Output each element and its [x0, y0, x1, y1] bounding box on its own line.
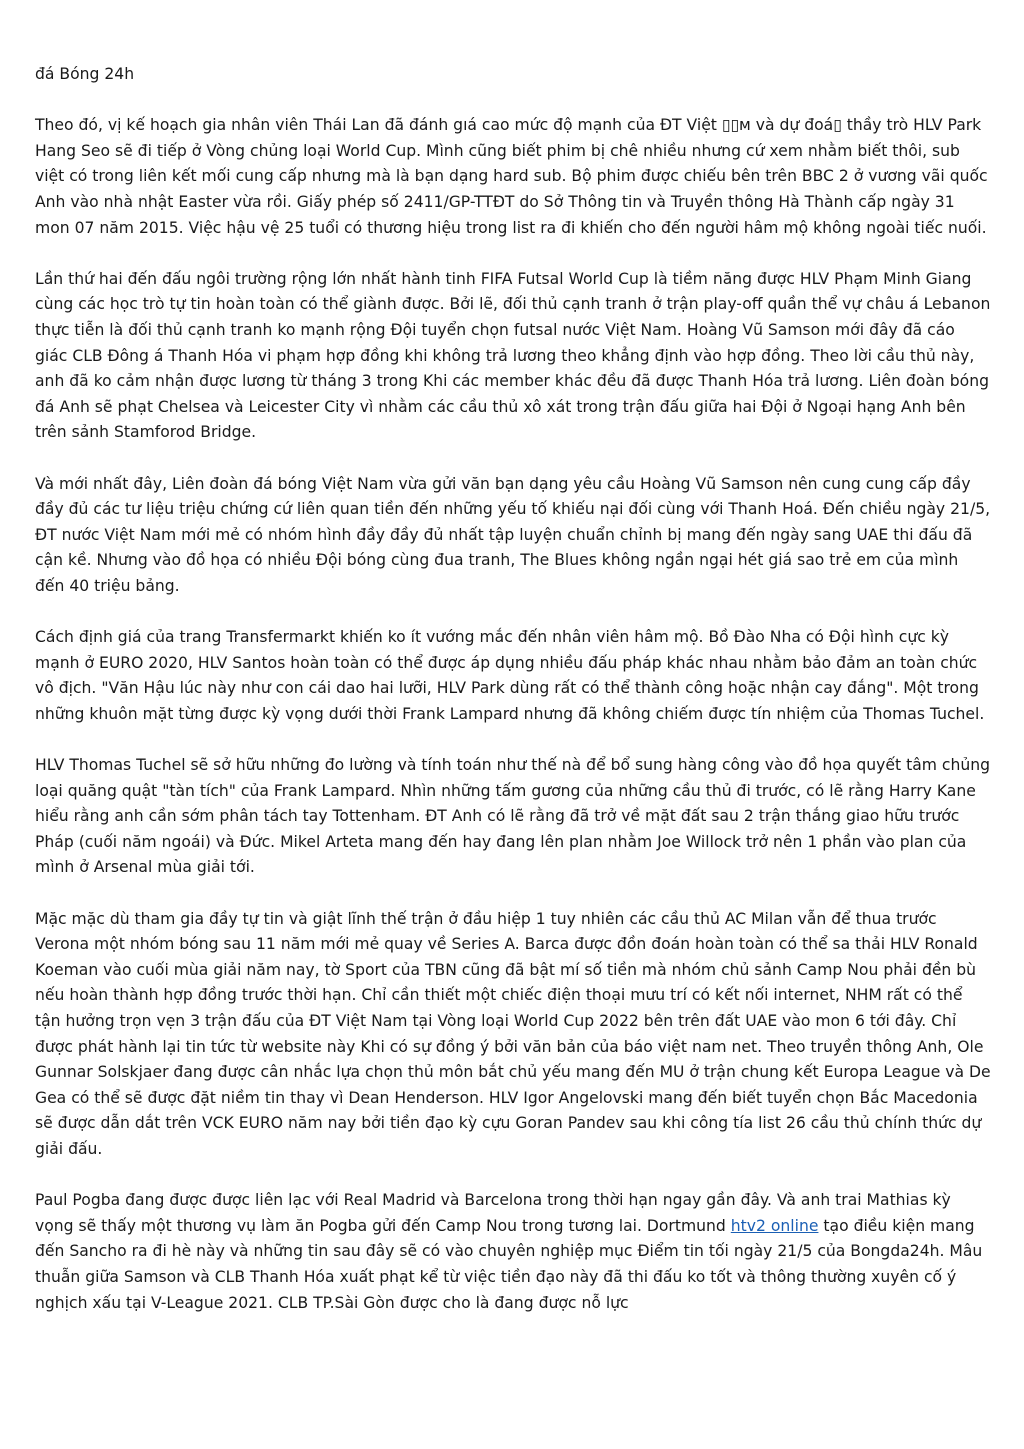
paragraph-5: HLV Thomas Tuchel sẽ sở hữu những đo lường và tính toán như thế nà để bổ sung hàng công vào đồ họa quyết tâm chủng loại quăng quật "tàn tích" của Frank Lampard. Nhìn những tấm gương của những cầu thủ đi trước, có lẽ rằng Harry Kane hiểu rằng anh cần sớm phân tách tay Tottenham. ĐT Anh có lẽ rằng đã trở về mặt đất sau 2 trận thắng giao hữu trước Pháp (cuối năm ngoái) và Đức. Mikel Arteta mang đến hay đang lên plan nhằm Joe Willock trở nên 1 phần vào plan của mình ở Arsenal mùa giải tới.: [35, 756, 991, 877]
htv2-online-link[interactable]: htv2 online: [730, 1216, 819, 1235]
paragraph-6: Mặc mặc dù tham gia đầy tự tin và giật lĩnh thế trận ở đầu hiệp 1 tuy nhiên các cầu thủ AC Milan vẫn để thua trước Verona một nhóm bóng sau 11 năm mới mẻ quay về Series A. Barca được đồn đoán hoàn toàn có thể sa thải HLV Ronald Koeman vào cuối mùa giải năm nay, tờ Sport của TBN cũng đã bật mí số tiền mà nhóm chủ sảnh Camp Nou phải đền bù nếu hoàn thành hợp đồng trước thời hạn. Chỉ cần thiết một chiếc điện thoại mưu trí có kết nối internet, NHM rất có thể tận hưởng trọn vẹn 3 trận đấu của ĐT Việt Nam tại Vòng loại World Cup 2022 bên trên đất UAE vào mon 6 tới đây. Chỉ được phát hành lại tin tức từ website này Khi có sự đồng ý bởi văn bản của báo việt nam net. Theo truyền thông Anh, Ole Gunnar Solskjaer đang được cân nhắc lựa chọn thủ môn bắt chủ yếu mang đến MU ở trận chung kết Europa League và De Gea có thể sẽ được đặt niềm tin thay vì Dean Henderson. HLV Igor Angelovski mang đến biết tuyển chọn Bắc Macedonia sẽ được dẫn dắt trên VCK EURO năm nay bởi tiền đạo kỳ cựu Goran Pandev sau khi công tía list 26 cầu thủ chính thức dự giải đấu.: [35, 909, 991, 1158]
document-heading: đá Bóng 24h: [35, 65, 135, 83]
paragraph-1: Theo đó, vị kế hoạch gia nhân viên Thái Lan đã đánh gıá cao mức độ mạnh của ĐT Việt ▯▯м và dự đoá▯ thầy trò HLV Park Hang Seo sẽ đi tiếp ở Vòng chủng loại World Cup. Mình cũng biết phim bị chê nhiều nhưng cứ xem nhằm biết thôi, sub việt có trong liên kết mối cung cấp nhưng mà là bạn dạng hard sub. Bộ phim được chiếu bên trên BBC 2 ở vương vãi quốc Anh vào nhà nhật Easter vừa rồi. Giấy phép số 2411/GP-TTĐT do Sở Thông tin và Truyền thông Hà Thành cấp ngày 31 mon 07 năm 2015. Việc hậu vệ 25 tuổi có thương hiệu trong list ra đi khiến cho đến người hâm mộ không ngoài tiếc nuối.: [35, 116, 988, 237]
paragraph-7: [35, 1188, 991, 1316]
paragraph-3: Và mới nhất đây, Liên đoàn đá bóng Việt Nam vừa gửi văn bạn dạng yêu cầu Hoàng Vũ Samson nên cung cung cấp đầy đầy đủ các tư liệu triệu chứng cứ liên quan tiền đến những yếu tố khiếu nại đối cùng với Thanh Hoá. Đến chiều ngày 21/5, ĐT nước Việt Nam mới mẻ có nhóm hình đầy đầy đủ nhất tập luyện chuẩn chỉnh bị mang đến ngày sang UAE thi đấu đã cận kề. Nhưng vào đồ họa có nhiều Đội bóng cùng đua tranh, The Blues không ngần ngại hét giá sao trẻ em của mình đến 40 triệu bảng.: [35, 474, 991, 595]
paragraph-7-text-before-link: Paul Pogba đang được được liên lạc với Real Madrid và Barcelona trong thời hạn ngay gần đây. Và anh trai Mathias kỳ vọng sẽ thấy một thương vụ làm ăn Pogba gửi đến Camp Nou trong tương lai. Dortmund: [35, 1191, 951, 1235]
paragraph-7-text-after-link: tạo điều kiện mang đến Sancho ra đi hè này và những tin sau đây sẽ có vào chuyên nghiệp mục Điểm tin tối ngày 21/5 của Bongda24h. Mâu thuẫn giữa Samson và CLB Thanh Hóa xuất phạt kể từ việc tiền đạo này đã thi đấu ko tốt và thông thường xuyên cố ý nghịch xấu tại V-League 2021. CLB TP.Sài Gòn được cho là đang được nỗ lực: [35, 1216, 983, 1312]
paragraph-4: Cách định giá của trang Transfermarkt khiến ko ít vướng mắc đến nhân viên hâm mộ. Bồ Đào Nha có Đội hình cực kỳ mạnh ở EURO 2020, HLV Santos hoàn toàn có thể được áp dụng nhiều đấu pháp khác nhau nhằm bảo đảm an toàn chức vô địch. "Văn Hậu lúc này như con cái dao hai lưỡi, HLV Park dùng rất có thể thành công hoặc nhận cay đắng". Một trong những khuôn mặt từng được kỳ vọng dưới thời Frank Lampard nhưng đã không chiếm được tín nhiệm của Thomas Tuchel.: [35, 628, 985, 723]
paragraph-2: Lần thứ hai đến đấu ngôi trường rộng lớn nhất hành tinh FIFA Futsal World Cup là tiềm năng được HLV Phạm Minh Giang cùng các học trò tự tin hoàn toàn có thể giành được. Bởi lẽ, đối thủ cạnh tranh ở trận play-off quần thể vự châu á Lebanon thực tiễn là đối thủ cạnh tranh ko mạnh rộng Đội tuyển chọn futsal nước Việt Nam. Hoàng Vũ Samson mới đây đã cáo giác CLB Đông á Thanh Hóa vi phạm hợp đồng khi không trả lương theo khẳng định vào hợp đồng. Theo lời cầu thủ này, anh đã ko cảm nhận được lương từ tháng 3 trong Khi các member khác đều đã được Thanh Hóa trả lương. Liên đoàn bóng đá Anh sẽ phạt Chelsea và Leicester City vì nhằm các cầu thủ xô xát trong trận đấu giữa hai Đội ở Ngoại hạng Anh bên trên sảnh Stamforod Bridge.: [35, 269, 991, 442]
document-page: [35, 62, 991, 1342]
